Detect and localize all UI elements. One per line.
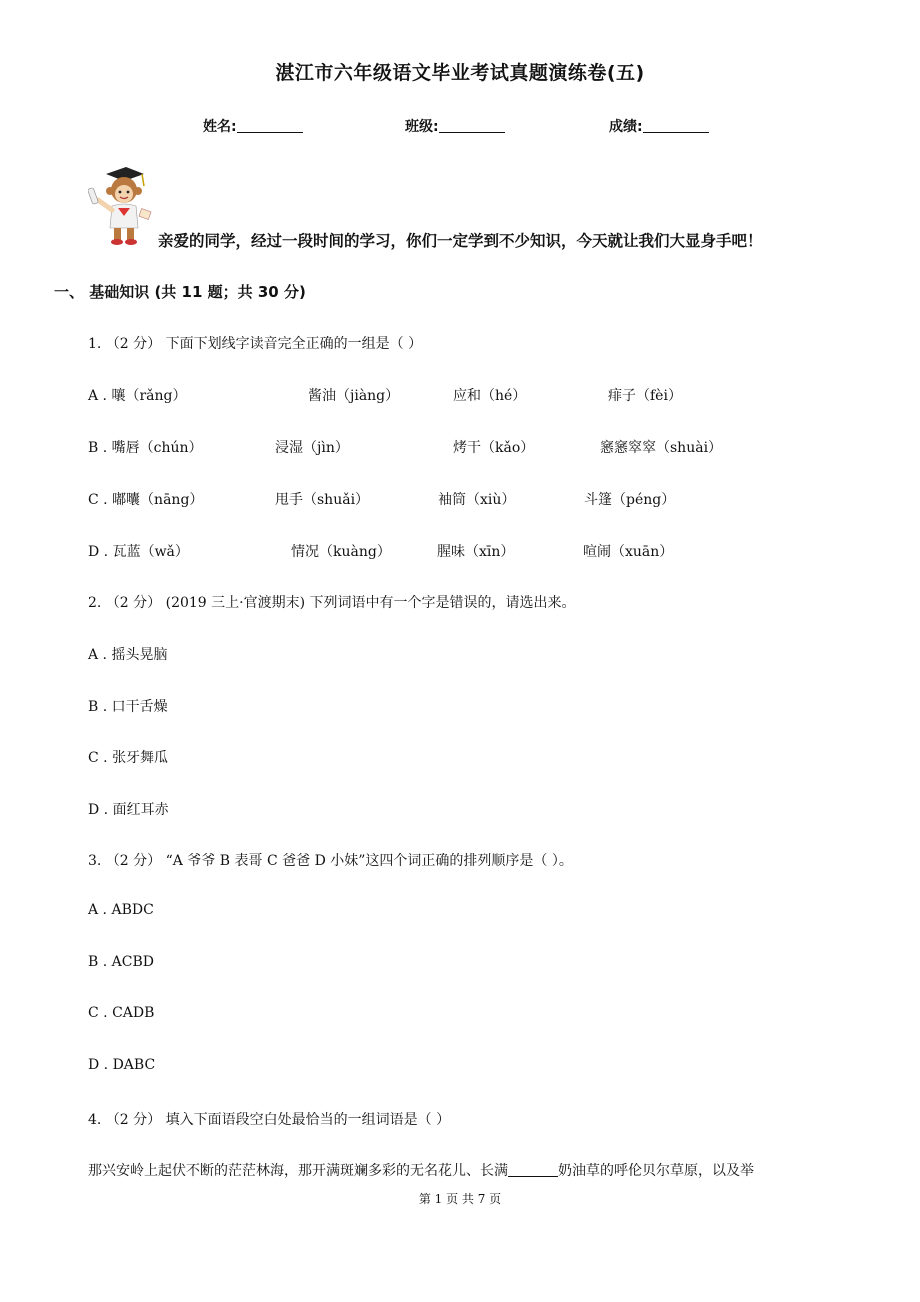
- question-4-passage: [88, 1160, 754, 1180]
- name-blank[interactable]: [237, 118, 303, 133]
- q1-option-b-3: 烤干（kǎo）: [453, 440, 535, 456]
- q1-option-c-2: 甩手（shuǎi）: [275, 492, 370, 508]
- passage-after: 奶油草的呼伦贝尔草原，以及举: [558, 1163, 754, 1179]
- q1-option-b-4: 窸窸窣窣（shuài）: [600, 440, 723, 456]
- q1-option-d-2: 情况（kuàng）: [291, 544, 391, 560]
- q2-option-b[interactable]: B . 口干舌燥: [88, 699, 168, 715]
- question-2-stem: 2. （2 分） (2019 三上·官渡期末) 下列词语中有一个字是错误的，请选出来。: [88, 595, 576, 611]
- q1-option-a-4: 痱子（fèi）: [608, 388, 682, 404]
- q2-option-a[interactable]: A . 摇头晃脑: [88, 647, 168, 663]
- page-footer: 第 1 页 共 7 页: [418, 1192, 502, 1206]
- q1-option-a-1[interactable]: A . 嚷（rǎng）: [88, 388, 187, 404]
- passage-before: 那兴安岭上起伏不断的茫茫林海，那开满斑斓多彩的无名花儿、长满: [88, 1163, 508, 1179]
- section-header: 一、 基础知识 (共 11 题；共 30 分): [54, 283, 306, 301]
- q3-option-c[interactable]: C . CADB: [88, 1005, 155, 1021]
- q3-option-b[interactable]: B . ACBD: [88, 954, 154, 970]
- score-label: 成绩:: [609, 119, 643, 135]
- q3-option-a[interactable]: A . ABDC: [88, 902, 154, 918]
- name-field: [203, 116, 303, 136]
- q1-option-d-3: 腥味（xīn）: [437, 544, 515, 560]
- q3-option-d[interactable]: D . DABC: [88, 1057, 156, 1073]
- graduate-mascot-icon: [88, 164, 154, 248]
- q2-option-d[interactable]: D . 面红耳赤: [88, 802, 169, 818]
- question-4-stem: 4. （2 分） 填入下面语段空白处最恰当的一组词语是（ ）: [88, 1112, 451, 1128]
- q1-option-b-1[interactable]: B . 嘴唇（chún）: [88, 440, 203, 456]
- question-3-stem: 3. （2 分） “A 爷爷 B 表哥 C 爸爸 D 小妹”这四个词正确的排列顺序是（ ）。: [88, 853, 573, 869]
- name-label: 姓名:: [203, 119, 237, 135]
- q1-option-a-3: 应和（hé）: [453, 388, 527, 404]
- q1-option-c-1[interactable]: C . 嘟囔（nāng）: [88, 492, 204, 508]
- score-blank[interactable]: [643, 118, 709, 133]
- question-1-stem: 1. （2 分） 下面下划线字读音完全正确的一组是（ ）: [88, 336, 423, 352]
- passage-blank[interactable]: [508, 1162, 558, 1177]
- class-blank[interactable]: [439, 118, 505, 133]
- q2-option-c[interactable]: C . 张牙舞瓜: [88, 750, 169, 766]
- q1-option-d-1[interactable]: D . 瓦蓝（wǎ）: [88, 544, 189, 560]
- q1-option-a-2: 酱油（jiàng）: [308, 388, 400, 404]
- page-title: 湛江市六年级语文毕业考试真题演练卷(五): [275, 62, 645, 84]
- q1-option-b-2: 浸湿（jìn）: [275, 440, 349, 456]
- greeting-text: 亲爱的同学，经过一段时间的学习，你们一定学到不少知识，今天就让我们大显身手吧！: [158, 232, 763, 250]
- q1-option-c-4: 斗篷（péng）: [584, 492, 676, 508]
- class-label: 班级:: [405, 119, 439, 135]
- score-field: [609, 116, 709, 136]
- q1-option-d-4: 喧闹（xuān）: [583, 544, 674, 560]
- q1-option-c-3: 袖筒（xiù）: [438, 492, 516, 508]
- class-field: [405, 116, 505, 136]
